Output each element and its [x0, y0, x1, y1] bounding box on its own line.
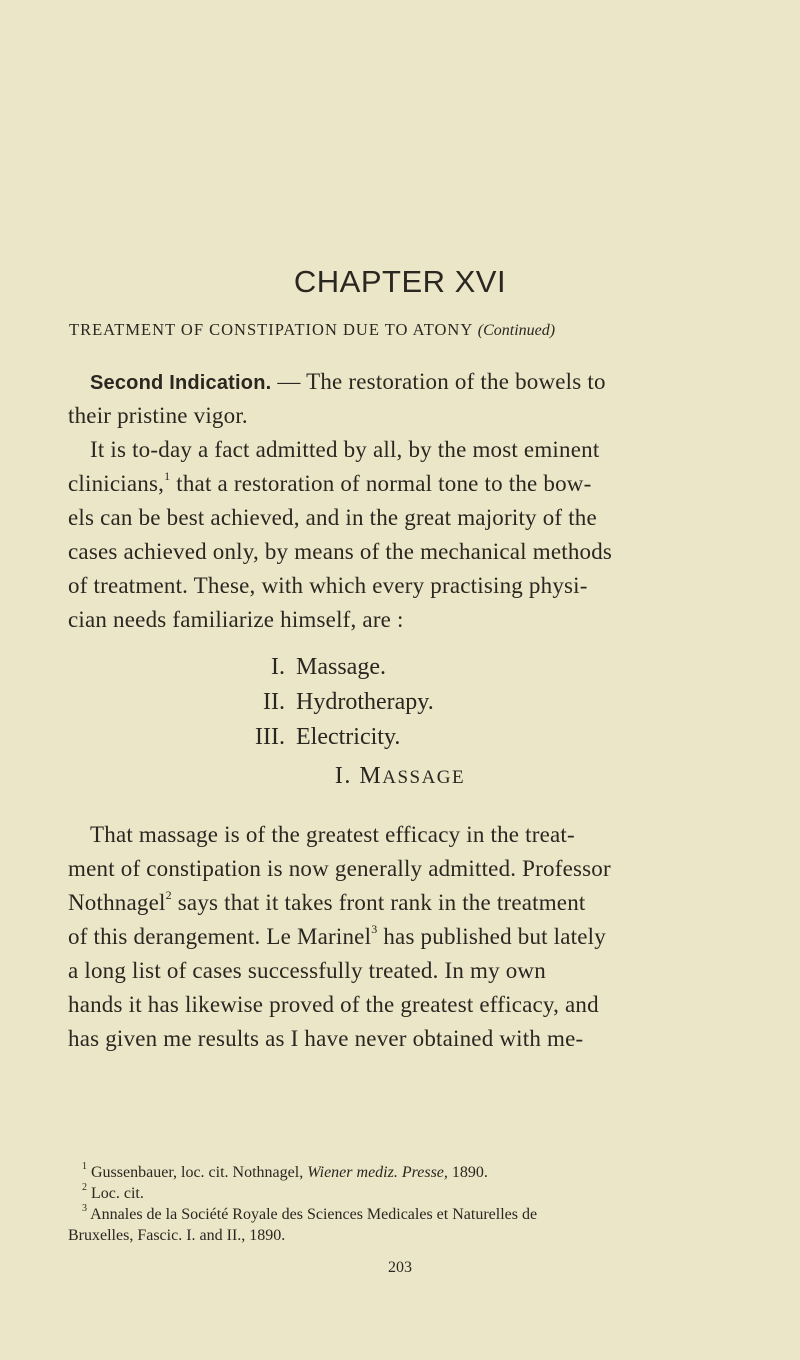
list-item — [0, 720, 800, 755]
text-line: cian needs familiarize himself, are : — [68, 607, 404, 632]
text-line: hands it has likewise proved of the greatest efficacy, and — [68, 992, 599, 1017]
footnote-text: Gussenbauer, loc. cit. Nothnagel, — [87, 1164, 308, 1181]
list-item — [0, 685, 800, 720]
footnote-number: 1 — [82, 1160, 87, 1172]
text-span: has published but lately — [377, 924, 606, 949]
text-span: of this derangement. Le Marinel — [68, 924, 372, 949]
chapter-subtitle — [69, 320, 749, 340]
text-line: That massage is of the greatest efficacy in the treat- — [90, 822, 575, 847]
section-title-initial: M — [359, 763, 383, 789]
list-label: Massage. — [296, 654, 386, 680]
paragraph-massage — [68, 818, 740, 1056]
footnote — [68, 1162, 748, 1183]
text-line: has given me results as I have never obtained with me- — [68, 1026, 584, 1051]
footnotes — [68, 1162, 748, 1246]
footnote-number: 2 — [82, 1181, 87, 1193]
text-line: cases achieved only, by means of the mechanical methods — [68, 539, 613, 564]
text-line: of treatment. These, with which every practising physi- — [68, 573, 588, 598]
footnote-ref: 1 — [164, 469, 171, 484]
text-line — [68, 467, 740, 501]
list-label: Hydrotherapy. — [296, 689, 434, 715]
section-heading-massage — [0, 763, 800, 790]
text-span: clinicians, — [68, 471, 165, 496]
footnote-ref: 3 — [371, 922, 378, 937]
list-number: II. — [263, 689, 285, 715]
text-span: that a restoration of normal tone to the bow- — [170, 471, 592, 496]
text-line: their pristine vigor. — [68, 403, 248, 428]
footnote — [68, 1204, 748, 1225]
footnote-text: Loc. cit. — [87, 1185, 144, 1202]
list-number: III. — [255, 724, 285, 750]
chapter-heading: CHAPTER XVI — [293, 264, 507, 299]
footnote — [68, 1183, 748, 1204]
list-item — [0, 650, 800, 685]
footnote-text: 1890. — [447, 1164, 488, 1181]
page-number: 203 — [388, 1259, 412, 1276]
text-line — [68, 365, 740, 399]
footnote-journal: Wiener mediz. Presse, — [307, 1164, 448, 1181]
subtitle-text: TREATMENT OF CONSTIPATION DUE TO ATONY — [69, 320, 473, 339]
text-span: Nothnagel — [68, 890, 166, 915]
list-number: I. — [271, 654, 285, 680]
intro-paragraph — [68, 365, 740, 433]
footnote-text: Annales de la Société Royale des Sciences Medicales et Naturelles de — [87, 1206, 538, 1223]
section-title-rest: ASSAGE — [382, 767, 466, 788]
footnote-ref: 2 — [165, 888, 172, 903]
text-span: says that it takes front rank in the treatment — [171, 890, 586, 915]
methods-list — [0, 650, 800, 755]
list-label: Electricity. — [296, 724, 401, 750]
section-number: I. — [334, 763, 352, 789]
paragraph-mechanical-methods — [68, 433, 740, 637]
footnote-number: 3 — [82, 1202, 87, 1214]
footnote-continuation: Bruxelles, Fascic. I. and II., 1890. — [68, 1227, 286, 1244]
second-indication-lead: Second Indication. — [90, 372, 272, 394]
subtitle-continued: (Continued) — [477, 322, 556, 339]
text-span: — The restoration of the bowels to — [271, 369, 606, 394]
text-line: els can be best achieved, and in the great majority of the — [68, 505, 597, 530]
text-line: ment of constipation is now generally admitted. Professor — [68, 856, 611, 881]
text-line — [68, 886, 740, 920]
text-line — [68, 920, 740, 954]
text-line: It is to-day a fact admitted by all, by the most eminent — [90, 437, 600, 462]
text-line: a long list of cases successfully treated. In my own — [68, 958, 546, 983]
